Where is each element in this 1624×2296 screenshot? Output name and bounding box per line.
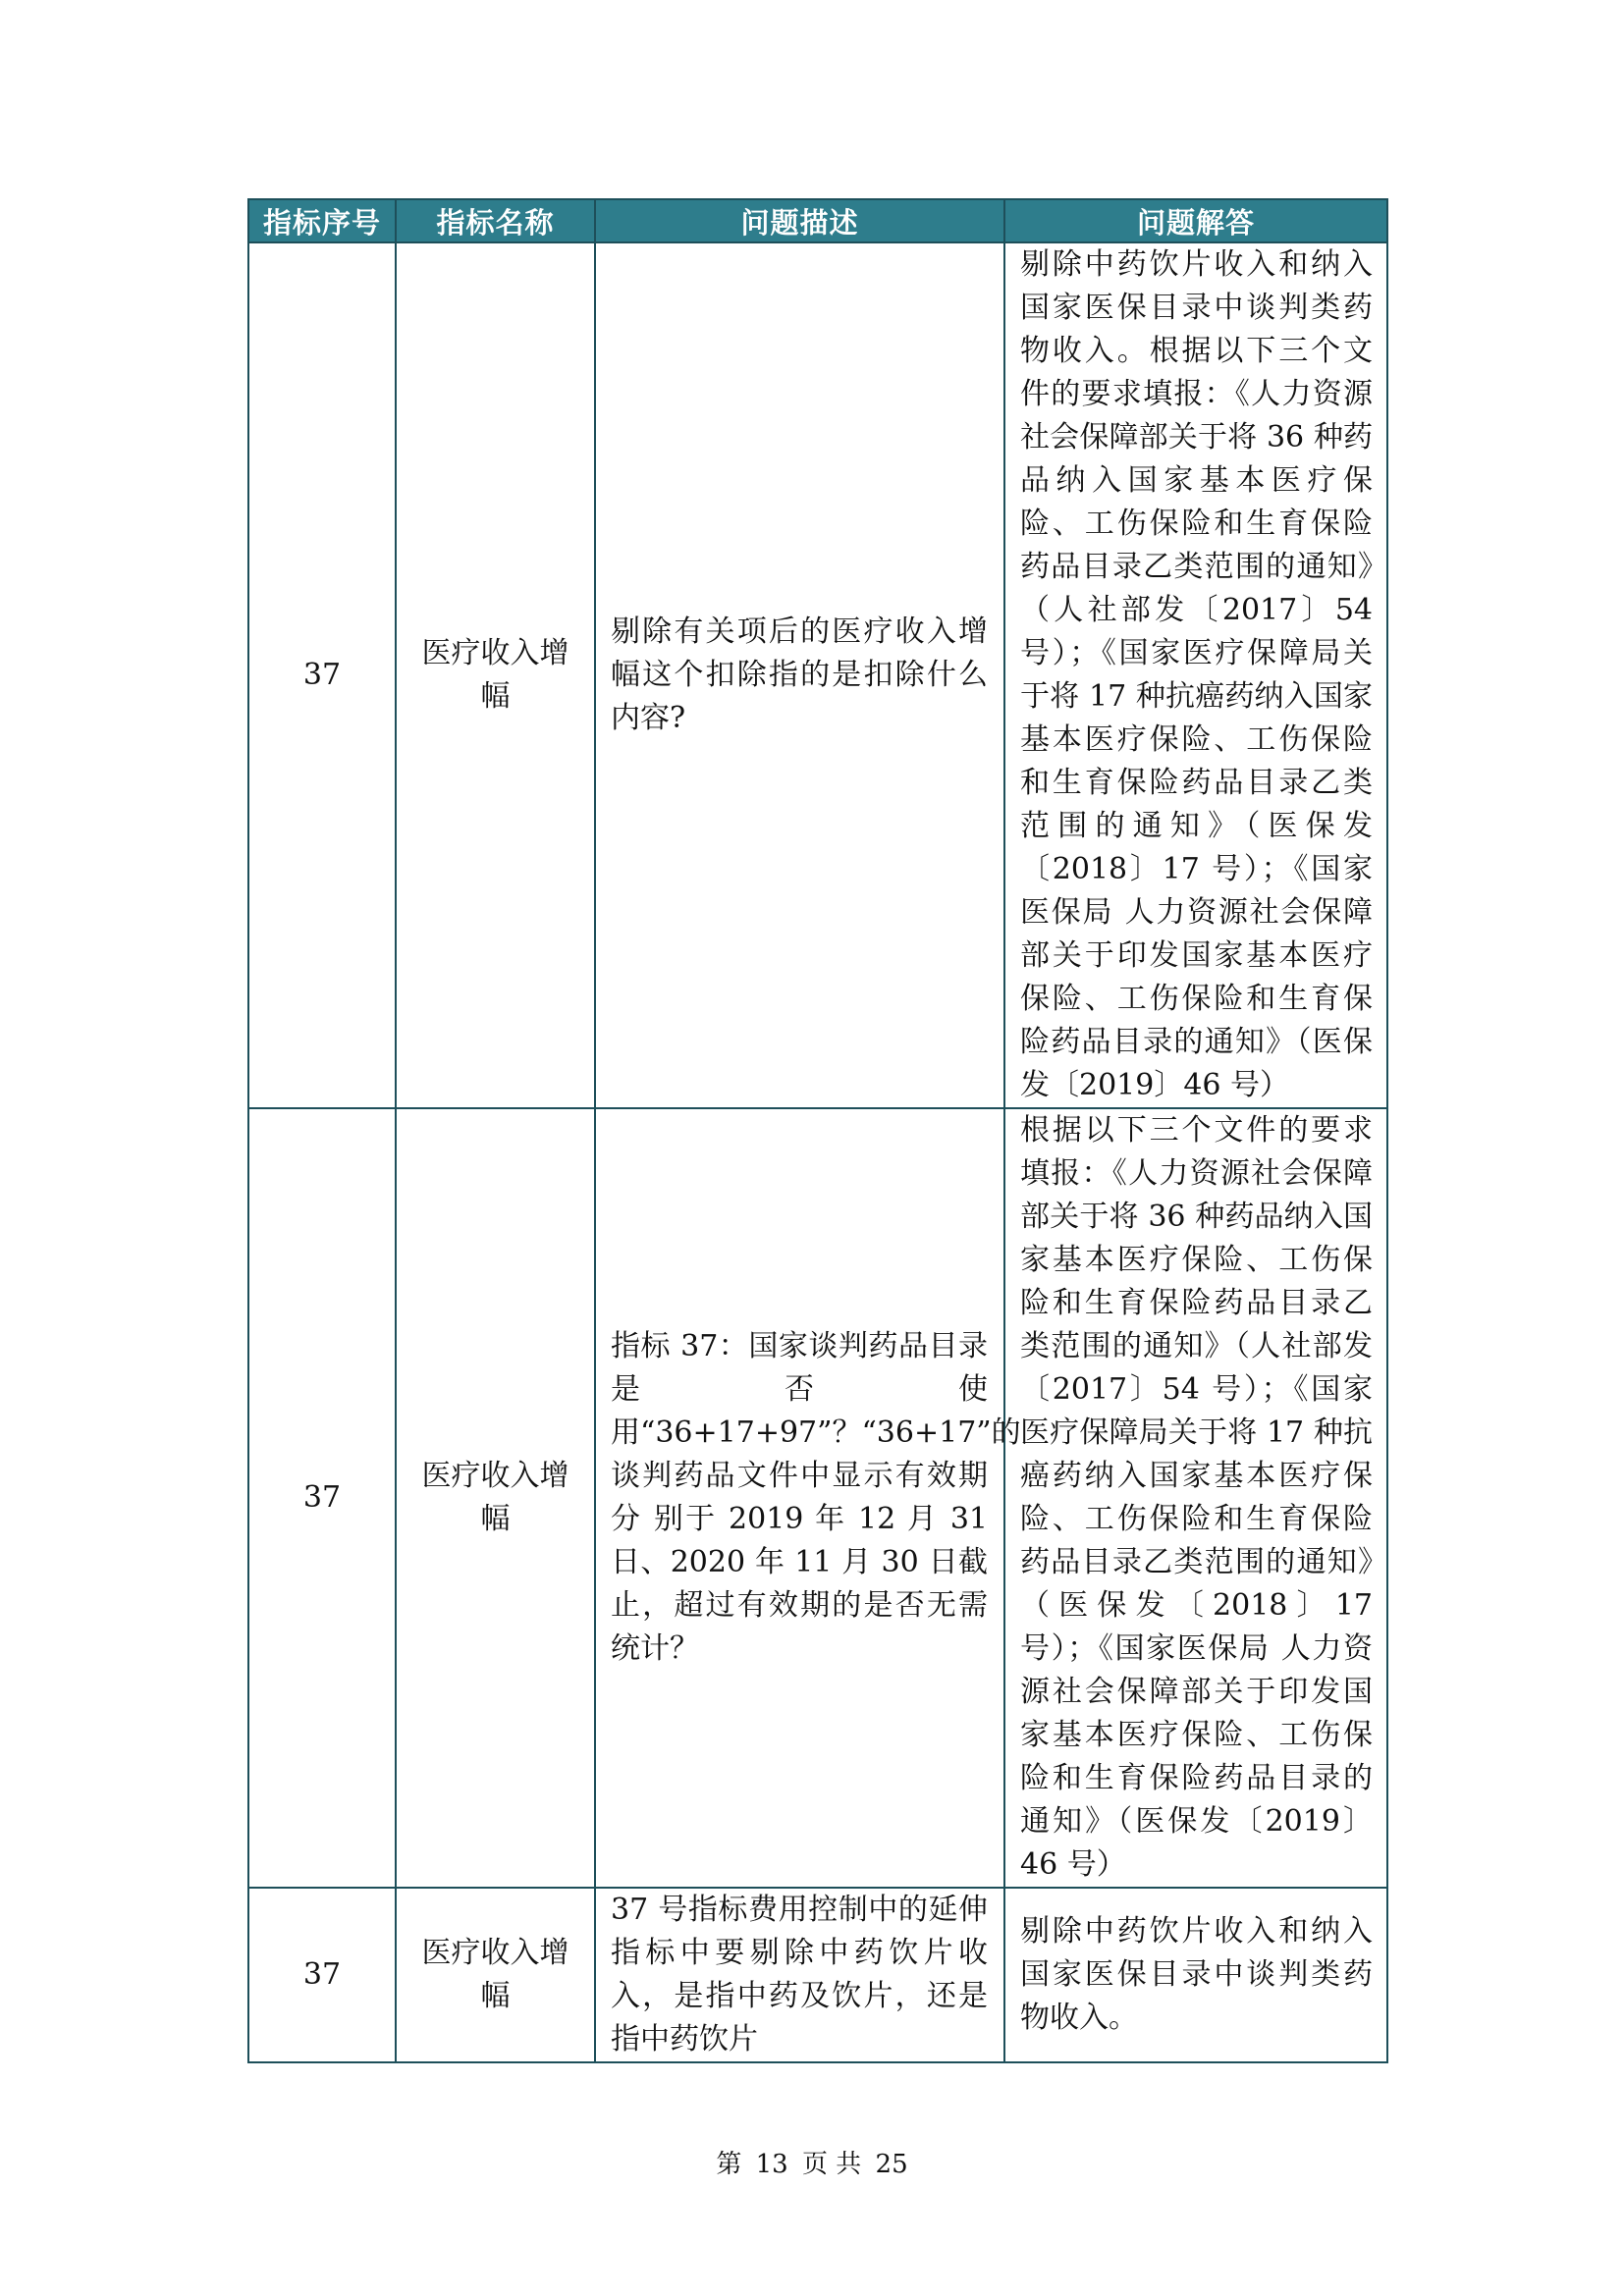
cell-index: 37 xyxy=(248,1888,396,2062)
cell-name: 医疗收入增幅 xyxy=(396,242,595,1108)
table-row xyxy=(248,1888,1387,2062)
header-answer: 问题解答 xyxy=(1004,199,1387,242)
page-footer xyxy=(0,2144,1624,2180)
header-name: 指标名称 xyxy=(396,199,595,242)
footer-label-page: 第 xyxy=(716,2150,742,2179)
footer-total-pages: 25 xyxy=(875,2150,908,2179)
table-row xyxy=(248,242,1387,1108)
cell-question: 37 号指标费用控制中的延伸指标中要剔除中药饮片收入，是指中药及饮片，还是指中药饮片 xyxy=(595,1888,1004,2062)
footer-label-of: 页 共 xyxy=(802,2150,862,2179)
cell-answer: 根据以下三个文件的要求填报：《人力资源社会保障部关于将 36 种药品纳入国家基本医疗保险、工伤保险和生育保险药品目录乙类范围的通知》（人社部发〔2017〕54 号）；《国家医疗保障局关于将 17 种抗癌药纳入国家基本医疗保险、工伤保险和生育保险药品目录乙类范围的通知》（医保发〔2018〕17 号）；《国家医保局 人力资源社会保障部关于印发国家基本医疗保险、工伤保险和生育保险药品目录的通知》（医保发〔2019〕46 号） xyxy=(1004,1108,1387,1888)
table-header-row xyxy=(248,199,1387,242)
cell-question: 剔除有关项后的医疗收入增幅这个扣除指的是扣除什么内容? xyxy=(595,242,1004,1108)
header-index: 指标序号 xyxy=(248,199,396,242)
qa-table xyxy=(247,198,1388,2063)
cell-answer: 剔除中药饮片收入和纳入国家医保目录中谈判类药物收入。 xyxy=(1004,1888,1387,2062)
cell-question: 指标 37：国家谈判药品目录是否使用“36+17+97”？“36+17”的谈判药品文件中显示有效期分 别于 2019 年 12 月 31 日、2020 年 11 月 30 日截止，超过有效期的是否无需统计？ xyxy=(595,1108,1004,1888)
cell-index: 37 xyxy=(248,242,396,1108)
cell-answer: 剔除中药饮片收入和纳入国家医保目录中谈判类药物收入。根据以下三个文件的要求填报：《人力资源社会保障部关于将 36 种药品纳入国家基本医疗保险、工伤保险和生育保险药品目录乙类范围的通知》（人社部发〔2017〕54 号）；《国家医疗保障局关于将 17 种抗癌药纳入国家基本医疗保险、工伤保险和生育保险药品目录乙类范围的通知》（医保发〔2018〕17 号）；《国家医保局 人力资源社会保障部关于印发国家基本医疗保险、工伤保险和生育保险药品目录的通知》（医保发〔2019〕46 号） xyxy=(1004,242,1387,1108)
cell-name: 医疗收入增幅 xyxy=(396,1108,595,1888)
header-question: 问题描述 xyxy=(595,199,1004,242)
table-row xyxy=(248,1108,1387,1888)
cell-index: 37 xyxy=(248,1108,396,1888)
cell-name: 医疗收入增幅 xyxy=(396,1888,595,2062)
footer-page-number: 13 xyxy=(755,2150,788,2179)
